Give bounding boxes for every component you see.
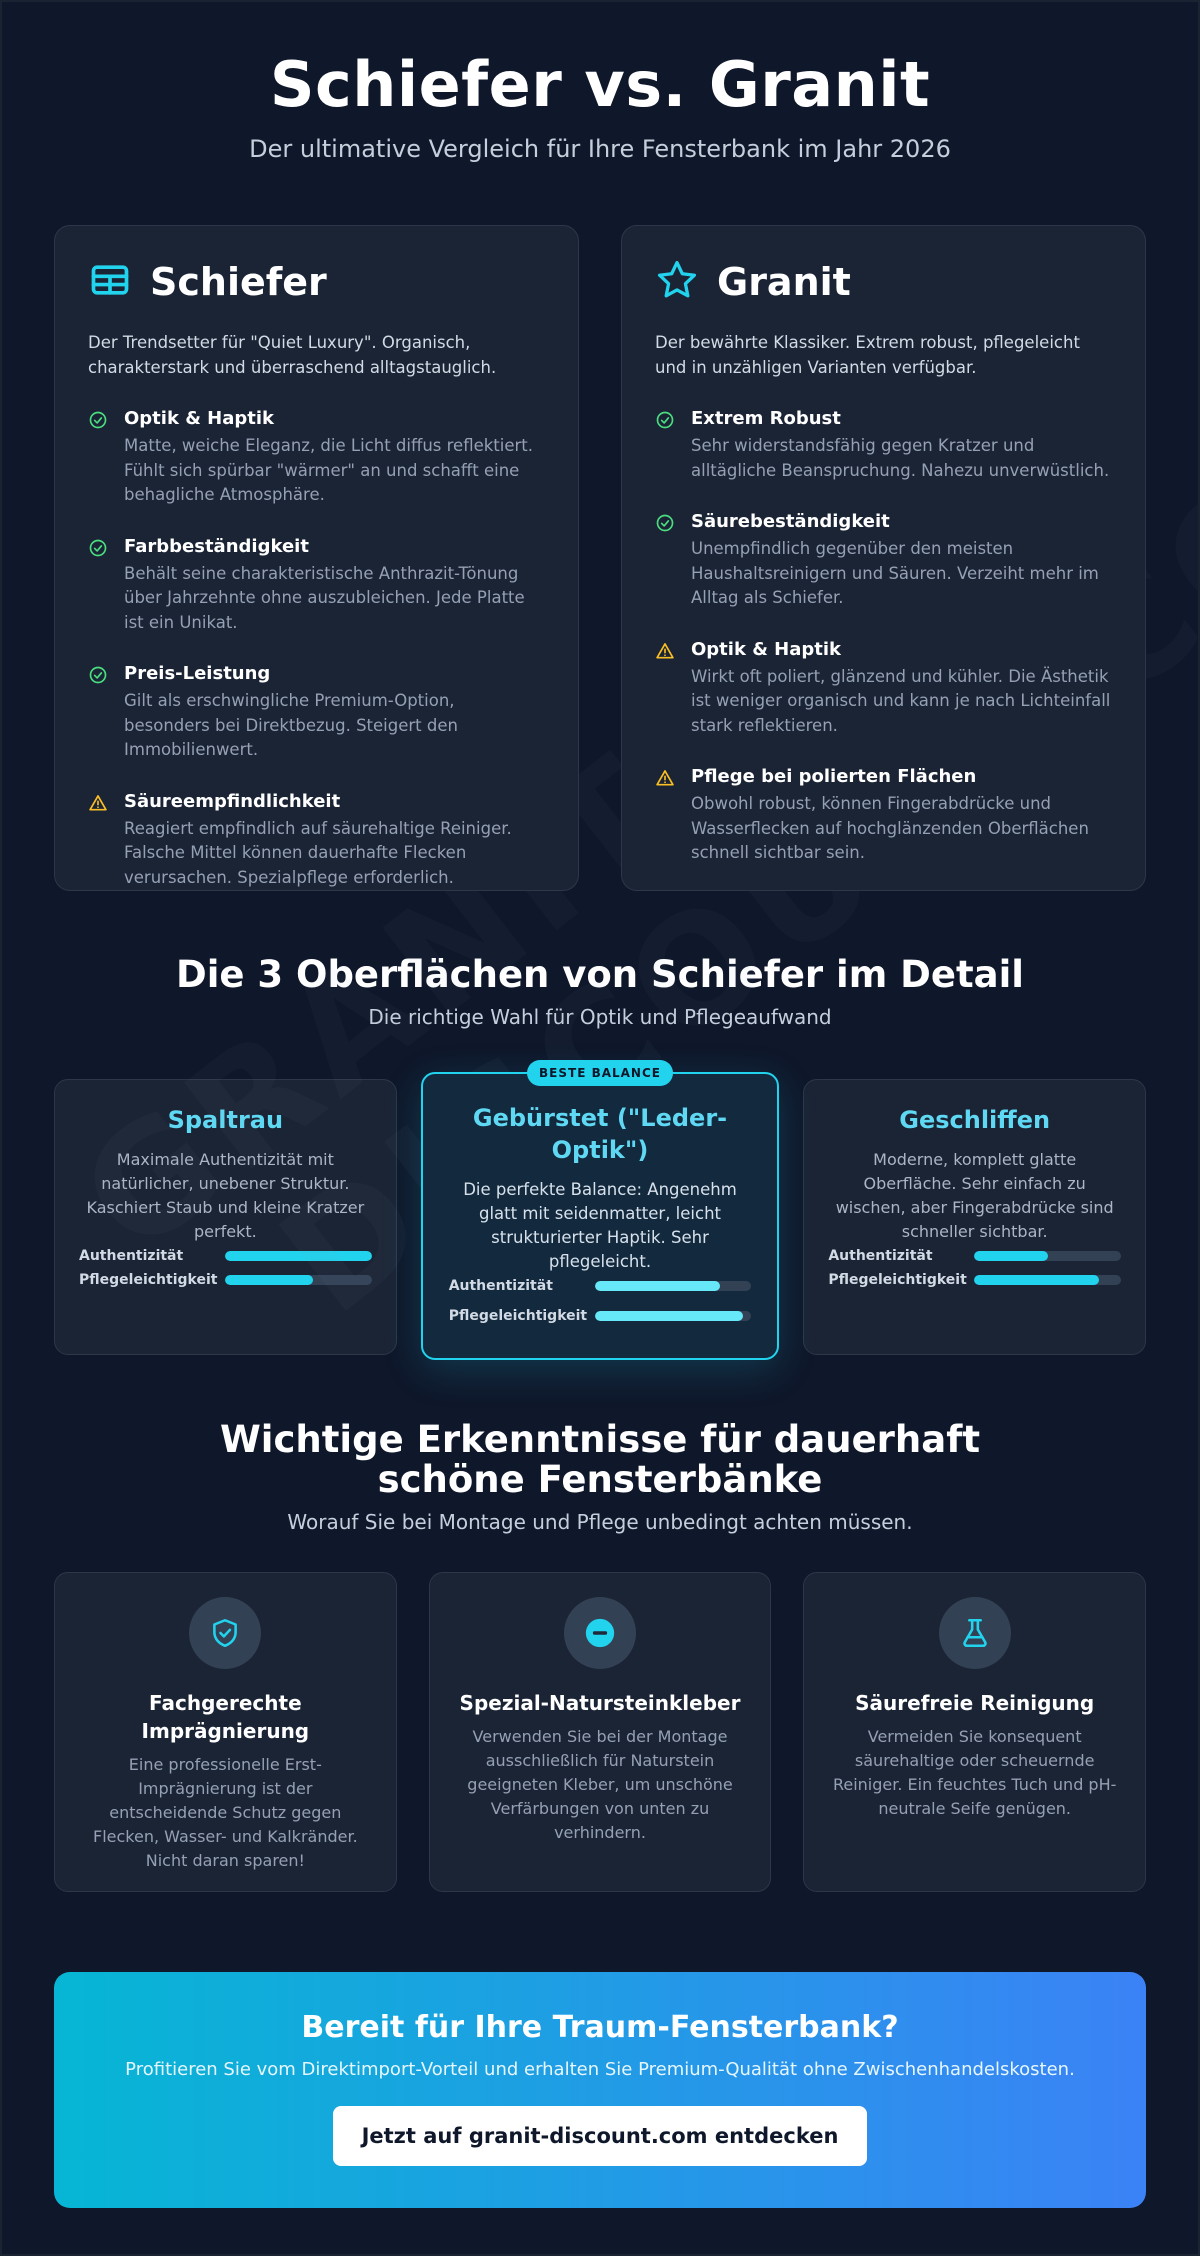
tip-card: [54, 1572, 397, 1892]
tip-text: Verwenden Sie bei der Montage ausschließlich für Naturstein geeigneten Kleber, um unschöne Verfärbungen von unten zu verhindern.: [467, 1727, 733, 1842]
section-title: Wichtige Erkenntnisse für dauerhaft schöne Fensterbänke: [219, 1418, 981, 1501]
surface-text: Moderne, komplett glatte Oberfläche. Sehr einfach zu wischen, aber Fingerabdrücke sind schneller sichtbar.: [835, 1150, 1114, 1241]
tip-text: Vermeiden Sie konsequent säurehaltige oder scheuernde Reiniger. Ein feuchtes Tuch und pH-neutrale Seife genügen.: [832, 1727, 1117, 1818]
table-icon: [88, 258, 132, 306]
feature-item: [655, 407, 1112, 483]
flask-icon: [958, 1616, 992, 1650]
minus-circle-icon: [583, 1616, 617, 1650]
feature-item: [88, 535, 545, 636]
meter-track: [595, 1311, 752, 1321]
feature-item: [655, 638, 1112, 739]
meter-label: Pflegeleichtigkeit: [79, 1272, 218, 1288]
feature-item: [88, 407, 545, 508]
feature-text: Behält seine charakteristische Anthrazit-Tönung über Jahrzehnte ohne auszubleichen. Jede Platte ist ein Unikat.: [124, 563, 525, 632]
material-description: Der Trendsetter für "Quiet Luxury". Organisch, charakterstark und überraschend alltagstauglich.: [88, 333, 497, 377]
tip-icon-wrap: [189, 1597, 261, 1669]
page: [2, 2, 1198, 2254]
material-title: Schiefer: [150, 260, 327, 304]
feature-item: [655, 765, 1112, 866]
section-subtitle: Worauf Sie bei Montage und Pflege unbedingt achten müssen.: [287, 1510, 913, 1534]
feature-title: Säureempfindlichkeit: [124, 790, 341, 812]
cta-title: Bereit für Ihre Traum-Fensterbank?: [301, 2010, 899, 2045]
surface-text: Maximale Authentizität mit natürlicher, unebener Struktur. Kaschiert Staub und kleine Kratzer perfekt.: [86, 1150, 365, 1241]
care-meter: [449, 1308, 752, 1324]
check-circle-icon: [655, 513, 675, 533]
authenticity-meter: [449, 1278, 752, 1294]
tip-title: Säurefreie Reinigung: [855, 1691, 1095, 1715]
tip-cards: [2, 1572, 1198, 1892]
section-title: Die 3 Oberflächen von Schiefer im Detail: [176, 953, 1024, 996]
feature-text: Matte, weiche Eleganz, die Licht diffus reflektiert. Fühlt sich spürbar "wärmer" an und schafft eine behagliche Atmosphäre.: [124, 436, 534, 504]
tip-text: Eine professionelle Erst-Imprägnierung ist der entscheidende Schutz gegen Flecken, Wasser- und Kalkränder. Nicht daran sparen!: [93, 1755, 358, 1870]
feature-text: Wirkt oft poliert, glänzend und kühler. Die Ästhetik ist weniger organisch und kann je nach Lichteinfall stark reflektieren.: [691, 666, 1111, 735]
feature-title: Extrem Robust: [691, 408, 841, 429]
check-circle-icon: [88, 665, 108, 685]
meter-fill: [974, 1275, 1099, 1285]
tip-title: Spezial-Natursteinkleber: [459, 1691, 741, 1715]
surface-title: Geschliffen: [899, 1106, 1051, 1134]
feature-text: Obwohl robust, können Fingerabdrücke und Wasserflecken auf hochglänzenden Oberflächen schnell sichtbar sein.: [691, 794, 1089, 862]
material-card-granit: [621, 225, 1146, 891]
feature-title: Optik & Haptik: [691, 638, 842, 660]
feature-text: Sehr widerstandsfähig gegen Kratzer und alltägliche Beanspruchung. Nahezu unverwüstlich.: [691, 436, 1110, 480]
hero: [2, 2, 1198, 163]
feature-text: Unempfindlich gegenüber den meisten Haushaltsreinigern und Säuren. Verzeiht mehr im Alltag als Schiefer.: [691, 539, 1099, 607]
material-card-schiefer: [54, 225, 579, 891]
check-circle-icon: [88, 410, 108, 430]
surface-title: Spaltrau: [167, 1106, 284, 1134]
meter-fill: [595, 1311, 744, 1321]
tip-icon-wrap: [939, 1597, 1011, 1669]
cta-button[interactable]: Jetzt auf granit-discount.com entdecken: [333, 2106, 867, 2166]
meter-track: [225, 1251, 372, 1261]
feature-title: Farbbeständigkeit: [124, 535, 309, 557]
feature-title: Optik & Haptik: [124, 408, 275, 429]
care-meter: [79, 1272, 372, 1288]
surface-card-spaltrau: [54, 1079, 397, 1355]
feature-title: Säurebeständigkeit: [691, 511, 890, 532]
meter-track: [974, 1251, 1121, 1261]
material-header: [88, 260, 545, 304]
meter-label: Authentizität: [448, 1278, 553, 1294]
meter-fill: [595, 1281, 720, 1291]
shield-check-icon: [208, 1616, 242, 1650]
star-icon: [655, 258, 699, 306]
comparison-section: [2, 225, 1198, 891]
tip-title: Fachgerechte Imprägnierung: [141, 1691, 310, 1743]
meter-label: Authentizität: [828, 1248, 933, 1264]
meter-track: [595, 1281, 752, 1291]
surface-card-gebuerstet: [421, 1066, 780, 1360]
warning-triangle-icon: [88, 793, 108, 813]
meter-track: [974, 1275, 1121, 1285]
meter-fill: [974, 1251, 1047, 1261]
care-meter: [828, 1272, 1121, 1288]
section-subtitle: Die richtige Wahl für Optik und Pflegeaufwand: [368, 1005, 832, 1029]
tip-card: [429, 1572, 772, 1892]
meter-label: Pflegeleichtigkeit: [448, 1308, 588, 1324]
tips-section: [2, 1420, 1198, 1892]
best-balance-badge: BESTE BALANCE: [527, 1060, 673, 1086]
check-circle-icon: [88, 538, 108, 558]
page-subtitle: Der ultimative Vergleich für Ihre Fensterbank im Jahr 2026: [249, 135, 951, 163]
cta-banner: [54, 1972, 1146, 2208]
material-header: [655, 260, 1112, 304]
warning-triangle-icon: [655, 641, 675, 661]
surface-cards: [2, 1066, 1198, 1360]
page-title: Schiefer vs. Granit: [269, 48, 931, 121]
feature-item: [655, 510, 1112, 611]
meter-track: [225, 1275, 372, 1285]
warning-triangle-icon: [655, 768, 675, 788]
feature-text: Gilt als erschwingliche Premium-Option, besonders bei Direktbezug. Steigert den Immobilienwert.: [124, 691, 458, 759]
tip-icon-wrap: [564, 1597, 636, 1669]
check-circle-icon: [655, 410, 675, 430]
surfaces-section: [2, 955, 1198, 1360]
surface-text: Die perfekte Balance: Angenehm glatt mit seidenmatter, leicht strukturierter Haptik. Sehr pflegeleicht.: [463, 1180, 737, 1271]
tip-card: [803, 1572, 1146, 1892]
surface-card-geschliffen: [803, 1079, 1146, 1355]
meter-label: Authentizität: [79, 1248, 184, 1264]
meter-fill: [225, 1251, 372, 1261]
meter-label: Pflegeleichtigkeit: [828, 1272, 967, 1288]
feature-item: [88, 790, 545, 891]
cta-text: Profitieren Sie vom Direktimport-Vorteil und erhalten Sie Premium-Qualität ohne Zwischenhandelskosten.: [125, 2059, 1075, 2080]
feature-title: Pflege bei polierten Flächen: [691, 766, 977, 787]
feature-item: [88, 662, 545, 763]
authenticity-meter: [828, 1248, 1121, 1264]
meter-fill: [225, 1275, 313, 1285]
authenticity-meter: [79, 1248, 372, 1264]
material-title: Granit: [717, 260, 851, 304]
material-description: Der bewährte Klassiker. Extrem robust, pflegeleicht und in unzähligen Varianten verfügbar.: [655, 333, 1080, 377]
feature-text: Reagiert empfindlich auf säurehaltige Reiniger. Falsche Mittel können dauerhafte Flecken verursachen. Spezialpflege erforderlich.: [124, 818, 512, 887]
feature-title: Preis-Leistung: [124, 663, 271, 684]
surface-title: Gebürstet ("Leder-Optik"): [472, 1104, 728, 1164]
